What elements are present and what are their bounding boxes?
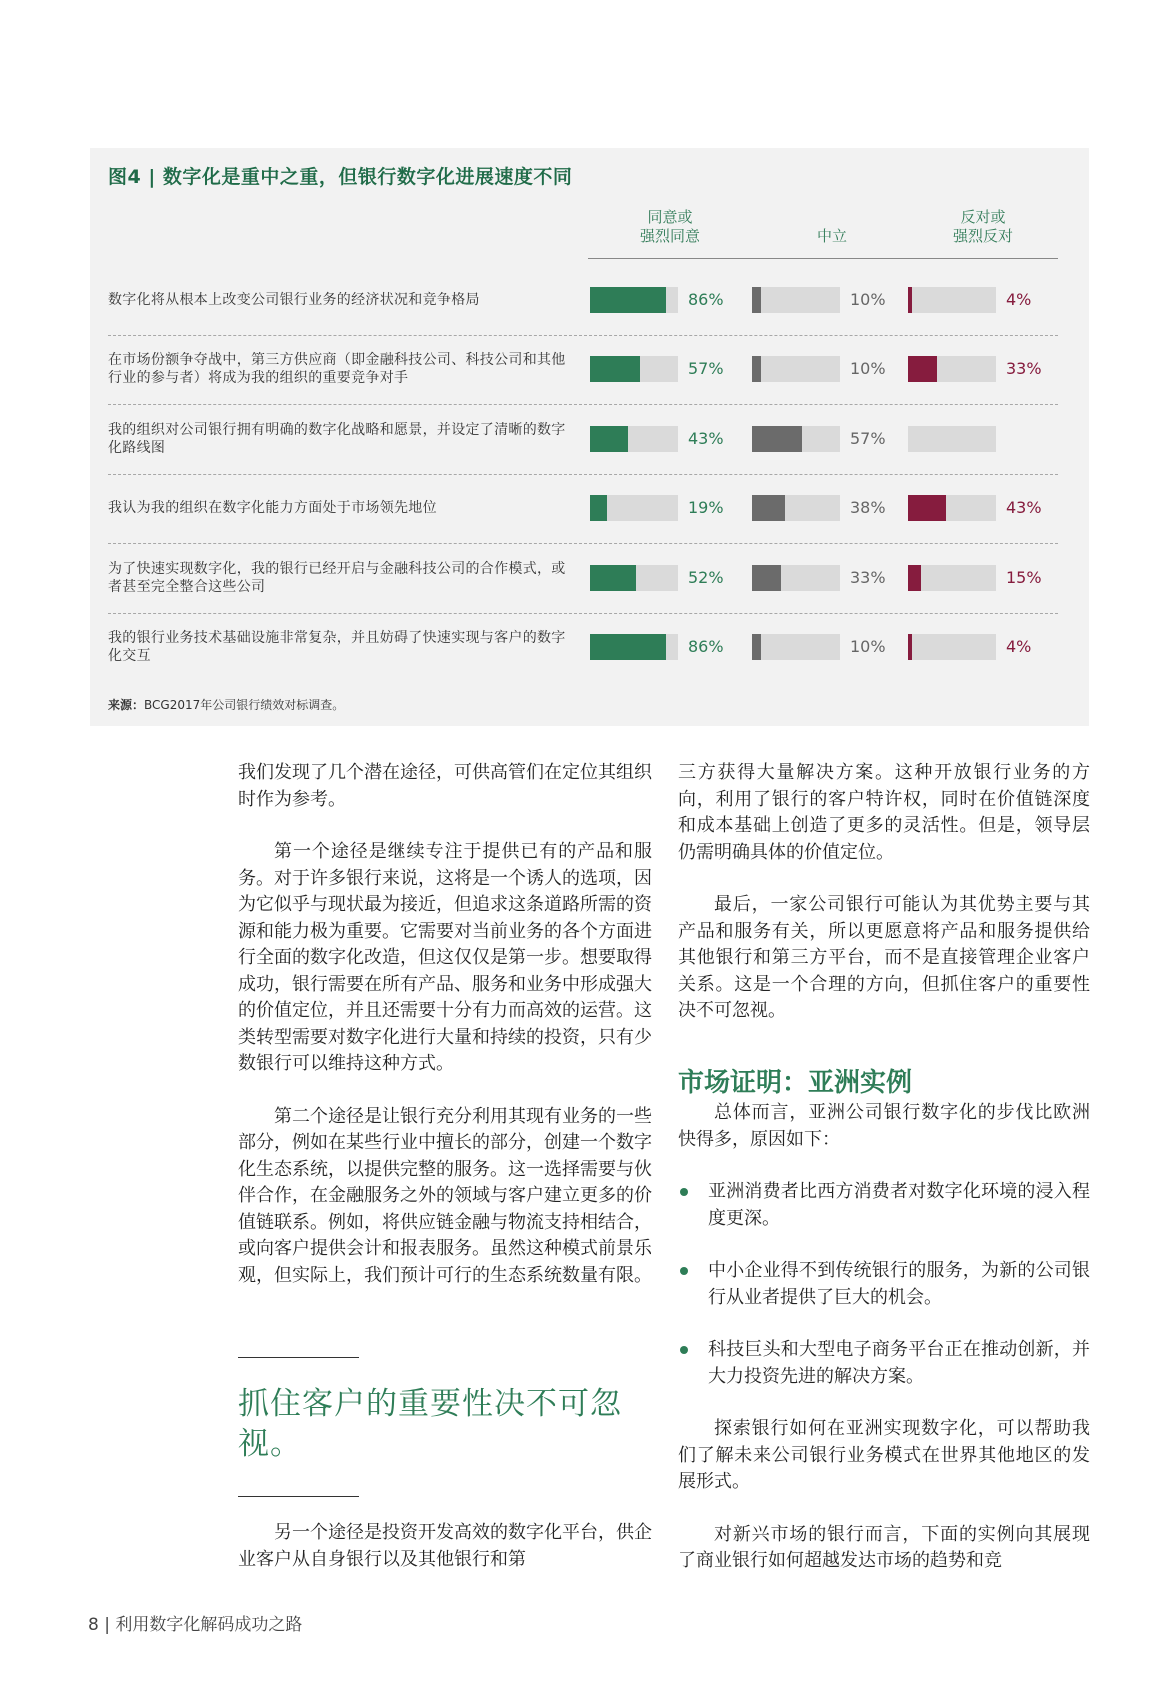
figure-title: 图4 | 数字化是重中之重，但银行数字化进展速度不同 (108, 166, 573, 188)
agree-percent: 57% (688, 359, 724, 378)
neutral-bar-fill (752, 426, 802, 452)
paragraph: 第二个途径是让银行充分利用其现有业务的一些部分，例如在某些行业中擅长的部分，创建一个数字化生态系统，以提供完整的服务。这一选择需要与伙伴合作，在金融服务之外的领域与客户建立更多的价值链联系。例如，将供应链金融与物流支持相结合，或向客户提供会计和报表服务。虽然这种模式前景乐观，但实际上，我们预计可行的生态系统数量有限。 (238, 1105, 652, 1286)
neutral-bar-track (752, 565, 840, 591)
disagree-percent: 4% (1006, 637, 1032, 656)
agree-bar-fill (590, 634, 666, 660)
page-number: 8 (88, 1615, 99, 1635)
column-header-neutral (752, 227, 912, 246)
row-label: 在市场份额争夺战中，第三方供应商（即金融科技公司、科技公司和其他行业的参与者）将成为我的组织的重要竞争对手 (108, 352, 566, 386)
disagree-percent: 43% (1006, 498, 1042, 517)
agree-bar-track (590, 356, 678, 382)
neutral-bar-track (752, 356, 840, 382)
column-header-agree-text: 同意或 强烈同意 (639, 208, 700, 245)
neutral-bar-fill (752, 356, 761, 382)
neutral-percent: 10% (850, 637, 886, 656)
right-column (678, 760, 1090, 1051)
section-title: 市场证明：亚洲实例 (678, 1068, 913, 1098)
paragraph: 第一个途径是继续专注于提供已有的产品和服务。对于许多银行来说，这将是一个诱人的选项，因为它似乎与现状最为接近，但追求这条道路所需的资源和能力极为重要。它需要对当前业务的各个方面进行全面的数字化改造，但这仅仅是第一步。想要取得成功，银行需要在所有产品、服务和业务中形成强大的价值定位，并且还需要十分有力而高效的运营。这类转型需要对数字化进行大量和持续的投资，只有少数银行可以维持这种方式。 (238, 841, 652, 1074)
agree-percent: 19% (688, 498, 724, 517)
column-header-disagree-text: 反对或 强烈反对 (952, 208, 1013, 245)
neutral-percent: 10% (850, 289, 886, 309)
paragraph: 探索银行如何在亚洲实现数字化，可以帮助我们了解未来公司银行业务模式在世界其他地区的发展形式。 (678, 1418, 1090, 1492)
survey-row (108, 335, 1058, 404)
paragraph: 另一个途径是投资开发高效的数字化平台，供企业客户从自身银行以及其他银行和第 (238, 1522, 652, 1570)
agree-percent: 43% (688, 428, 724, 448)
row-label: 我认为我的组织在数字化能力方面处于市场领先地位 (108, 500, 437, 516)
bullet-text: 中小企业得不到传统银行的服务，为新的公司银行从业者提供了巨大的机会。 (708, 1260, 1090, 1308)
agree-bar-track (590, 634, 678, 660)
row-label: 为了快速实现数字化，我的银行已经开启与金融科技公司的合作模式，或者甚至完全整合这些公司 (108, 560, 566, 595)
agree-percent: 86% (688, 289, 724, 309)
disagree-percent: 4% (1006, 289, 1032, 309)
disagree-percent: 33% (1006, 359, 1042, 378)
row-label: 数字化将从根本上改变公司银行业务的经济状况和竞争格局 (108, 291, 480, 308)
disagree-bar-track (908, 287, 996, 313)
neutral-percent: 10% (850, 359, 886, 378)
survey-row (108, 613, 1058, 682)
bullet-text: 科技巨头和大型电子商务平台正在推动创新，并大力投资先进的解决方案。 (708, 1339, 1090, 1387)
pull-quote-rule-top (238, 1357, 359, 1358)
figure-4 (90, 148, 1089, 726)
agree-percent: 86% (688, 637, 724, 656)
bullet-text: 亚洲消费者比西方消费者对数字化环境的浸入程度更深。 (708, 1181, 1090, 1229)
survey-row (108, 404, 1058, 473)
column-header-agree (590, 208, 750, 246)
neutral-percent: 33% (850, 567, 886, 587)
footer-separator: | (104, 1615, 110, 1635)
row-label: 我的银行业务技术基础设施非常复杂，并且妨碍了快速实现与客户的数字化交互 (108, 630, 566, 664)
footer-title: 利用数字化解码成功之路 (115, 1615, 303, 1635)
neutral-bar-fill (752, 634, 761, 660)
paragraph: 我们发现了几个潜在途径，可供高管们在定位其组织时作为参考。 (238, 762, 652, 810)
neutral-percent: 38% (850, 498, 886, 517)
neutral-bar-track (752, 634, 840, 660)
agree-bar-fill (590, 495, 607, 521)
neutral-bar-fill (752, 565, 781, 591)
row-label: 我的组织对公司银行拥有明确的数字化战略和愿景，并设定了清晰的数字化路线图 (108, 421, 566, 456)
pull-quote: 抓住客户的重要性决不可忽视。 (238, 1386, 622, 1462)
neutral-bar-fill (752, 495, 785, 521)
disagree-bar-track (908, 426, 996, 452)
disagree-bar-track (908, 495, 996, 521)
survey-row (108, 543, 1058, 612)
left-column-continued (238, 1520, 652, 1599)
column-header-disagree (903, 208, 1063, 246)
agree-bar-track (590, 495, 678, 521)
agree-bar-track (590, 565, 678, 591)
survey-row (108, 265, 1058, 334)
neutral-bar-track (752, 495, 840, 521)
agree-bar-fill (590, 287, 666, 313)
disagree-bar-track (908, 565, 996, 591)
agree-bar-track (590, 426, 678, 452)
source-text: BCG2017年公司银行绩效对标调查。 (144, 698, 345, 712)
agree-bar-fill (590, 426, 628, 452)
bullet-icon (680, 1188, 688, 1196)
neutral-bar-track (752, 426, 840, 452)
paragraph: 三方获得大量解决方案。这种开放银行业务的方向，利用了银行的客户特许权，同时在价值链深度和成本基础上创造了更多的灵活性。但是，领导层仍需明确具体的价值定位。 (678, 762, 1090, 863)
disagree-bar-track (908, 356, 996, 382)
disagree-bar-fill (908, 565, 921, 591)
disagree-percent: 15% (1006, 567, 1042, 587)
agree-percent: 52% (688, 567, 724, 587)
figure-source (108, 696, 344, 713)
pull-quote-rule-bottom (238, 1496, 359, 1497)
bullet-item (678, 1337, 1090, 1390)
disagree-bar-fill (908, 287, 912, 313)
left-column (238, 760, 652, 1315)
agree-bar-fill (590, 356, 640, 382)
column-header-neutral-text: 中立 (816, 227, 847, 245)
disagree-bar-fill (908, 495, 946, 521)
agree-bar-fill (590, 565, 636, 591)
neutral-bar-fill (752, 287, 761, 313)
agree-bar-track (590, 287, 678, 313)
paragraph: 总体而言，亚洲公司银行数字化的步伐比欧洲快得多，原因如下： (678, 1102, 1090, 1150)
survey-row (108, 474, 1058, 543)
source-label: 来源： (108, 698, 145, 712)
neutral-percent: 57% (850, 428, 886, 448)
paragraph: 对新兴市场的银行而言，下面的实例向其展现了商业银行如何超越发达市场的趋势和竞 (678, 1523, 1090, 1571)
page-footer (88, 1610, 302, 1635)
bullet-icon (680, 1346, 688, 1354)
header-divider (588, 258, 1058, 259)
bullet-icon (680, 1267, 688, 1275)
disagree-bar-fill (908, 634, 912, 660)
right-column-section (678, 1100, 1090, 1601)
neutral-bar-track (752, 287, 840, 313)
bullet-item (678, 1258, 1090, 1311)
disagree-bar-track (908, 634, 996, 660)
paragraph: 最后，一家公司银行可能认为其优势主要与其产品和服务有关，所以更愿意将产品和服务提供给其他银行和第三方平台，而不是直接管理企业客户关系。这是一个合理的方向，但抓住客户的重要性决不可忽视。 (678, 894, 1090, 1021)
disagree-bar-fill (908, 356, 937, 382)
bullet-item (678, 1179, 1090, 1232)
